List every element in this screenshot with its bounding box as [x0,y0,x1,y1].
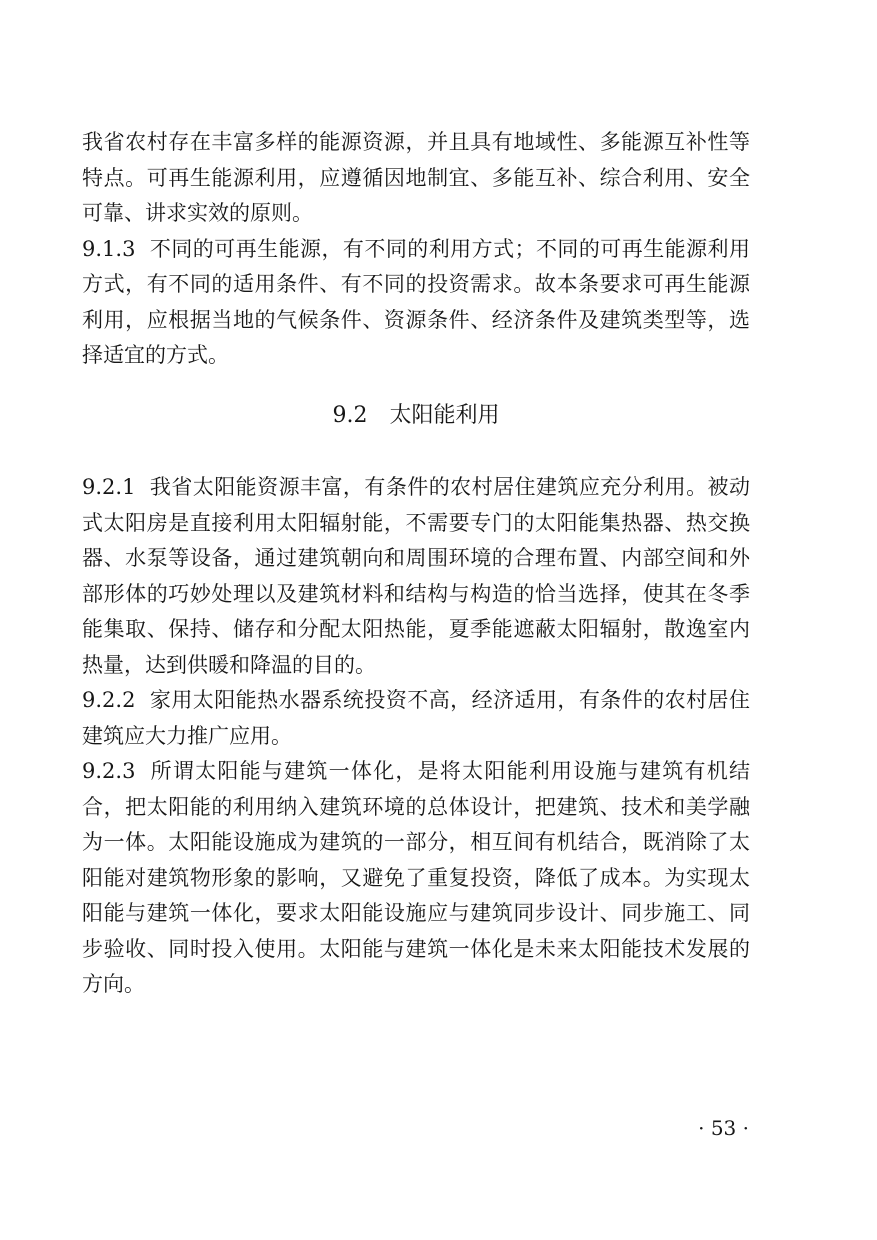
page-number: · 53 · [698,1116,749,1140]
clause-9-2-2 [82,683,750,754]
clause-text: 不同的可再生能源，有不同的利用方式；不同的可再生能源利用方式，有不同的适用条件、有不同的投资需求。故本条要求可再生能源利用，应根据当地的气候条件、资源条件、经济条件及建筑类型等，选择适宜的方式。 [82,236,750,367]
clause-text: 家用太阳能热水器系统投资不高，经济适用，有条件的农村居住建筑应大力推广应用。 [82,688,750,748]
clause-number: 9.2.2 [82,688,136,712]
section-number: 9.2 [332,403,368,428]
clause-number: 9.2.1 [82,475,136,499]
clause-text: 我省太阳能资源丰富，有条件的农村居住建筑应充分利用。被动式太阳房是直接利用太阳辐射能，不需要专门的太阳能集热器、热交换器、水泵等设备，通过建筑朝向和周围环境的合理布置、内部空间和外部形体的巧妙处理以及建筑材料和结构与构造的恰当选择，使其在冬季能集取、保持、储存和分配太阳热能，夏季能遮蔽太阳辐射，散逸室内热量，达到供暖和降温的目的。 [82,475,750,677]
clause-number: 9.1.3 [82,236,136,261]
text-block-upper [82,125,750,374]
paragraph-continuation [82,125,750,232]
paragraph-text: 我省农村存在丰富多样的能源资源，并且具有地域性、多能源互补性等特点。可再生能源利用，应遵循因地制宜、多能互补、综合利用、安全可靠、讲求实效的原则。 [82,130,750,225]
clause-9-2-1 [82,470,750,683]
clause-9-1-3 [82,232,750,374]
clause-number: 9.2.3 [82,759,136,783]
clause-9-2-3 [82,754,750,1003]
section-title-text: 太阳能利用 [389,403,500,428]
text-block-lower [82,470,750,1003]
clause-text: 所谓太阳能与建筑一体化，是将太阳能利用设施与建筑有机结合，把太阳能的利用纳入建筑环境的总体设计，把建筑、技术和美学融为一体。太阳能设施成为建筑的一部分，相互间有机结合，既消除了太阳能对建筑物形象的影响，又避免了重复投资，降低了成本。为实现太阳能与建筑一体化，要求太阳能设施应与建筑同步设计、同步施工、同步验收、同时投入使用。太阳能与建筑一体化是未来太阳能技术发展的方向。 [82,759,750,996]
section-heading [82,398,750,434]
